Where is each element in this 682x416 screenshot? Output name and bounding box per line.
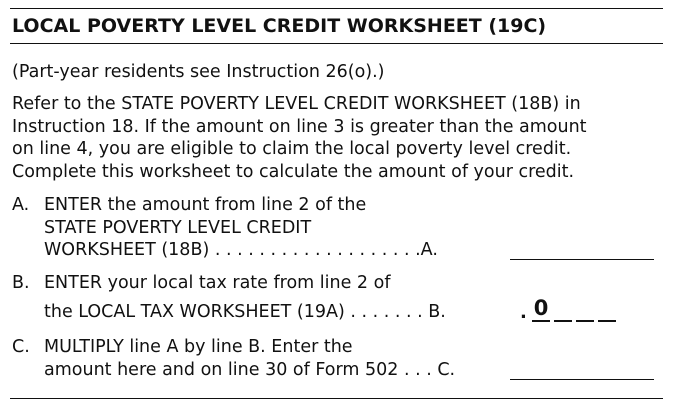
part-year-note: (Part-year residents see Instruction 26(o).)	[12, 62, 385, 82]
title-rule	[10, 43, 663, 44]
intro-line: on line 4, you are eligible to claim the local poverty level credit.	[12, 139, 572, 159]
rate-digit-blank[interactable]	[576, 320, 594, 322]
item-letter: B.	[12, 273, 30, 293]
line-a-amount-field[interactable]	[510, 239, 654, 260]
line-c-amount-field[interactable]	[510, 359, 654, 380]
bottom-rule	[10, 398, 663, 399]
decimal-point: .	[520, 301, 527, 323]
line-b-rate-field[interactable]	[520, 296, 670, 326]
item-letter: C.	[12, 337, 30, 357]
item-c-leader: amount here and on line 30 of Form 502 . . . C.	[44, 359, 456, 380]
rate-digit-box[interactable]: 0	[533, 295, 549, 320]
intro-line: Instruction 18. If the amount on line 3 is greater than the amount	[12, 116, 587, 137]
item-a-text: STATE POVERTY LEVEL CREDIT	[44, 217, 312, 238]
intro-line: Refer to the STATE POVERTY LEVEL CREDIT WORKSHEET (18B) in	[12, 94, 581, 114]
rate-digit-blank[interactable]	[554, 320, 572, 322]
item-a-leader: WORKSHEET (18B) . . . . . . . . . . . . . . . . . . .A.	[44, 240, 438, 260]
intro-paragraph	[12, 93, 667, 183]
item-a-text: ENTER the amount from line 2 of the	[44, 195, 367, 215]
top-rule	[10, 8, 663, 9]
item-c-text: MULTIPLY line A by line B. Enter the	[44, 337, 353, 357]
item-letter: A.	[12, 195, 30, 215]
item-b-text: ENTER your local tax rate from line 2 of	[44, 273, 391, 293]
rate-digit-blank[interactable]	[598, 320, 616, 322]
intro-line: Complete this worksheet to calculate the amount of your credit.	[12, 161, 575, 182]
item-b-leader: the LOCAL TAX WORKSHEET (19A) . . . . . . . B.	[44, 301, 446, 322]
worksheet-title: LOCAL POVERTY LEVEL CREDIT WORKSHEET (19C)	[12, 15, 547, 37]
